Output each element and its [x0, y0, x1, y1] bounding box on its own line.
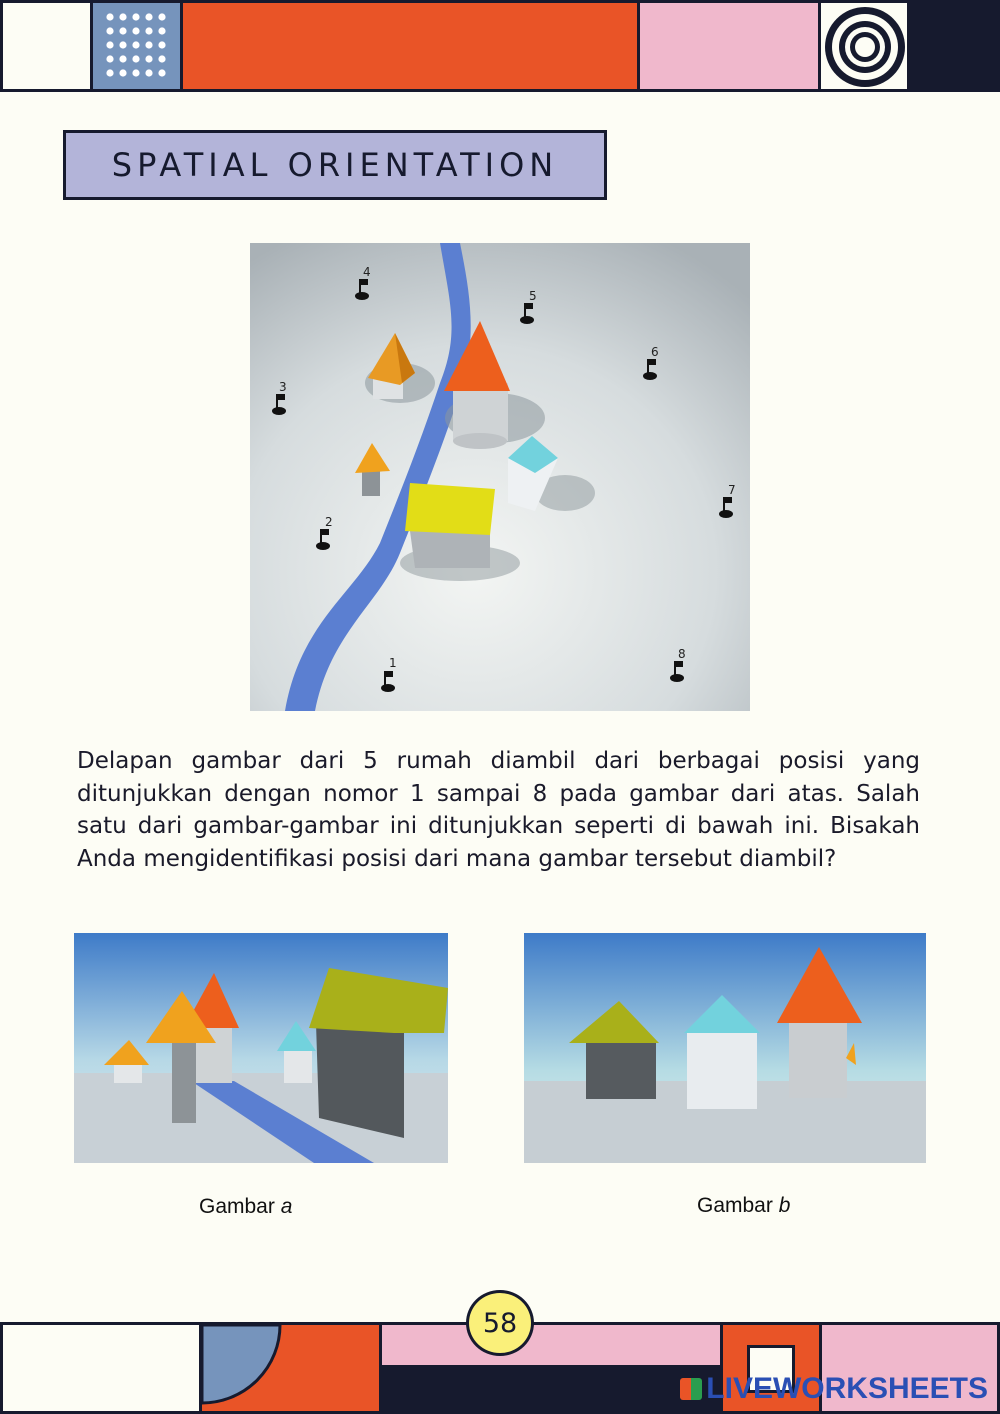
image-b — [524, 933, 926, 1163]
page-number-badge — [466, 1290, 534, 1356]
caption-a-letter: a — [280, 1195, 293, 1218]
quarter-circle-shape — [202, 1325, 382, 1413]
section-title: SPATIAL ORIENTATION — [111, 146, 559, 184]
liveworksheets-logo-icon — [680, 1378, 702, 1400]
flag-label-5: 5 — [529, 289, 537, 303]
bottom-band-pink-block — [379, 1322, 723, 1368]
top-band-orange-block — [180, 0, 640, 92]
flag-label-1: 1 — [389, 656, 397, 670]
watermark-text: LIVEWORKSHEETS — [706, 1372, 988, 1405]
top-band — [0, 0, 1000, 92]
flag-label-4: 4 — [363, 265, 371, 279]
concentric-circles-icon — [821, 3, 907, 89]
bottom-band-navy-block — [379, 1365, 723, 1414]
caption-b-prefix: Gambar — [697, 1194, 779, 1217]
caption-a-prefix: Gambar — [199, 1195, 281, 1218]
image-a — [74, 933, 448, 1163]
flag-label-3: 3 — [279, 380, 287, 394]
flag-label-7: 7 — [728, 483, 736, 497]
page-number: 58 — [482, 1307, 518, 1339]
flag-label-6: 6 — [651, 345, 659, 359]
bottom-band-quarter-block — [199, 1322, 382, 1414]
top-band-navy-block — [907, 0, 1000, 92]
top-band-pink-block — [637, 0, 821, 92]
section-title-box — [63, 130, 607, 200]
top-band-dots-block — [90, 0, 183, 92]
flag-label-8: 8 — [678, 647, 686, 661]
question-paragraph: Delapan gambar dari 5 rumah diambil dari berbagai posisi yang ditunjukkan dengan nomor 1 sampai 8 pada gambar dari atas. Salah satu dari gambar-gambar ini ditunjukkan seperti di bawah ini. Bisakah Anda mengidentifikasi posisi dari mana gambar tersebut diambil? — [77, 748, 920, 872]
liveworksheets-watermark[interactable] — [680, 1372, 988, 1406]
caption-a — [199, 1195, 292, 1219]
house-yellow — [405, 483, 495, 568]
bottom-band-cream-block — [0, 1322, 202, 1414]
caption-b — [697, 1194, 790, 1218]
dot-grid-icon — [93, 3, 180, 89]
map-image — [250, 243, 750, 711]
top-band-target-block — [818, 0, 910, 92]
caption-b-letter: b — [778, 1194, 791, 1217]
top-band-cream-block — [0, 0, 93, 92]
flag-label-2: 2 — [325, 515, 333, 529]
